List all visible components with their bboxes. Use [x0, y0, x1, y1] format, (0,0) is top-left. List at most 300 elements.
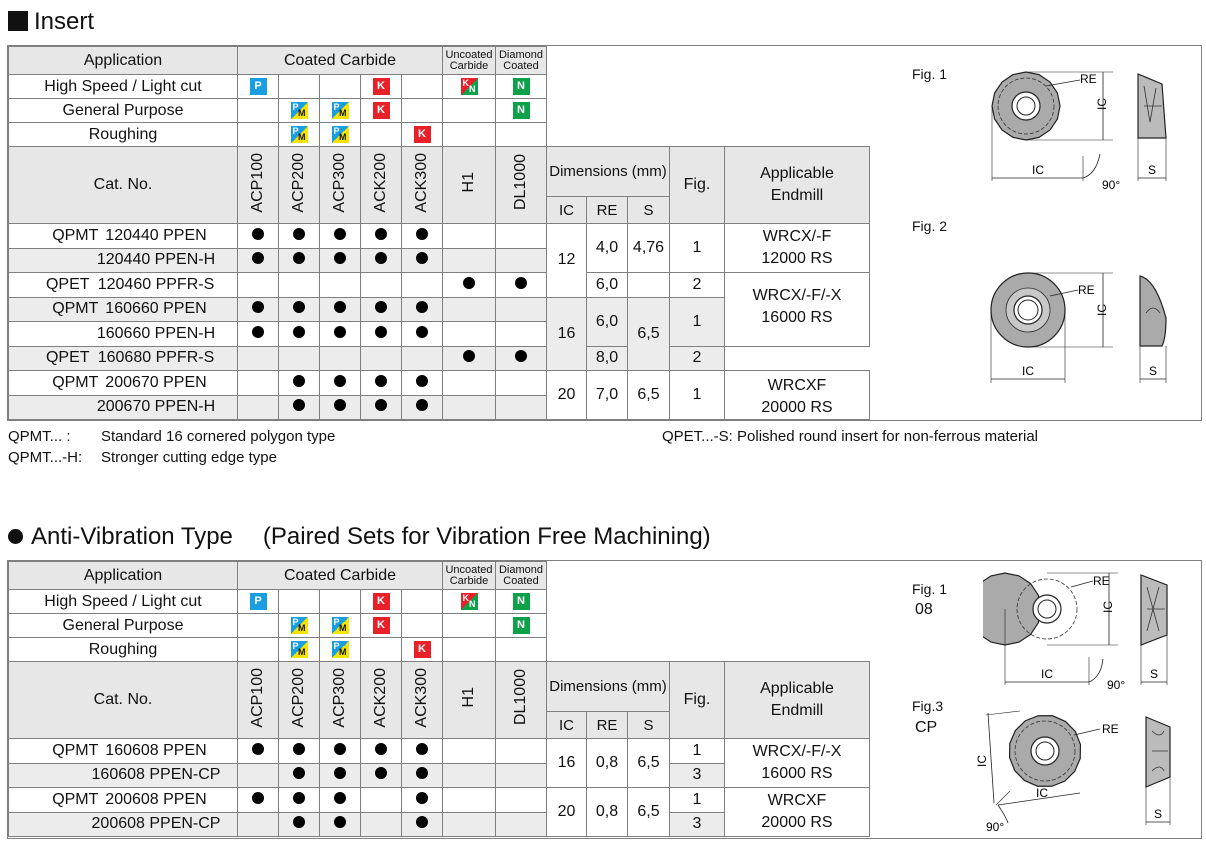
- grade-mark-cell: [238, 224, 279, 249]
- fig1-ic-label: IC: [1032, 163, 1044, 177]
- insert-row: [9, 371, 870, 396]
- available-dot-icon: [334, 743, 346, 755]
- endmill-cell: WRCX/-F/-X 16000 RS: [725, 273, 870, 347]
- badge-p-icon: P: [250, 593, 267, 610]
- grade-mark-cell: [402, 248, 443, 273]
- application-badge-cell: [496, 638, 547, 662]
- available-dot-icon: [293, 375, 305, 387]
- fig1b-re-label: RE: [1093, 574, 1110, 588]
- square-bullet-icon: [8, 11, 28, 31]
- dim-fig-cell: 3: [670, 763, 725, 788]
- fig1b-ic-label: IC: [1041, 667, 1053, 681]
- dim-s-cell: 6,5: [628, 297, 670, 371]
- application-badge-cell: [402, 75, 443, 99]
- header-application: Application: [9, 562, 238, 590]
- grade-mark-cell: [320, 346, 361, 371]
- badge-k-icon: K: [414, 641, 431, 658]
- application-badge-cell: [402, 614, 443, 638]
- grade-mark-cell: [402, 224, 443, 249]
- fig1-08-insert-drawing: [983, 567, 1193, 692]
- grade-header: ACP300: [320, 662, 361, 739]
- fig3-angle-label: 90°: [986, 820, 1005, 834]
- grade-mark-cell: [320, 371, 361, 396]
- fig1-label: Fig. 1: [912, 66, 948, 82]
- badge-n-icon: N: [513, 78, 530, 95]
- grade-mark-cell: [320, 224, 361, 249]
- application-badge-cell: [496, 99, 547, 123]
- dim-re-cell: 8,0: [587, 346, 628, 371]
- application-badge-cell: [320, 638, 361, 662]
- dim-re-cell: 7,0: [587, 371, 628, 420]
- application-badge-cell: [279, 75, 320, 99]
- grade-mark-cell: [320, 297, 361, 322]
- badge-pm-icon: P M: [292, 640, 306, 657]
- application-badge-cell: [496, 590, 547, 614]
- grade-mark-cell: [279, 739, 320, 764]
- grade-header: H1: [443, 662, 496, 739]
- application-badge-cell: [238, 590, 279, 614]
- dim-fig-cell: 2: [670, 346, 725, 371]
- fig1-insert-drawing: [978, 66, 1193, 196]
- available-dot-icon: [375, 326, 387, 338]
- available-dot-icon: [375, 767, 387, 779]
- available-dot-icon: [293, 326, 305, 338]
- application-badge-cell: [443, 99, 496, 123]
- badge-pm-icon: P M: [292, 616, 306, 633]
- insert-row: [9, 224, 870, 249]
- header-fig: Fig.: [670, 662, 725, 739]
- available-dot-icon: [334, 326, 346, 338]
- grade-mark-cell: [361, 763, 402, 788]
- available-dot-icon: [416, 743, 428, 755]
- available-dot-icon: [252, 326, 264, 338]
- grade-mark-cell: [238, 346, 279, 371]
- fig2-ic-vertical: IC: [1095, 304, 1109, 316]
- fig1-re-label: RE: [1080, 72, 1097, 86]
- application-badge-cell: [402, 123, 443, 147]
- header-fig: Fig.: [670, 147, 725, 224]
- grade-mark-cell: [279, 788, 320, 813]
- grade-mark-cell: [320, 739, 361, 764]
- endmill-cell: WRCXF 20000 RS: [725, 371, 870, 420]
- grade-mark-cell: [496, 224, 547, 249]
- grade-mark-cell: [361, 812, 402, 837]
- grade-mark-cell: [279, 273, 320, 298]
- available-dot-icon: [293, 252, 305, 264]
- fig3-cp-insert-drawing: [968, 701, 1193, 836]
- grade-mark-cell: [443, 371, 496, 396]
- grade-mark-cell: [443, 395, 496, 420]
- dim-fig-cell: 1: [670, 297, 725, 346]
- grade-mark-cell: [443, 346, 496, 371]
- grade-mark-cell: [361, 297, 402, 322]
- available-dot-icon: [293, 816, 305, 828]
- application-badge-cell: [279, 99, 320, 123]
- badge-pm-icon: P M: [333, 101, 347, 118]
- endmill-cell: WRCXF 20000 RS: [725, 788, 870, 837]
- dim-re-cell: 0,8: [587, 739, 628, 788]
- header-s: S: [628, 197, 670, 224]
- fig3-ic-label: IC: [1036, 786, 1048, 800]
- grade-mark-cell: [443, 248, 496, 273]
- grade-mark-cell: [402, 346, 443, 371]
- available-dot-icon: [252, 252, 264, 264]
- badge-k-icon: K: [373, 617, 390, 634]
- available-dot-icon: [334, 399, 346, 411]
- application-badge-cell: [443, 638, 496, 662]
- header-s: S: [628, 712, 670, 739]
- header-diamond-coated: Diamond Coated: [496, 562, 547, 590]
- badge-k-icon: K: [373, 593, 390, 610]
- application-label: General Purpose: [9, 614, 238, 638]
- section-title-anti-vibration: Anti-Vibration Type (Paired Sets for Vibration Free Machining): [8, 523, 711, 551]
- note-qpet-s: QPET...-S: Polished round insert for non-ferrous material: [662, 428, 1038, 445]
- header-uncoated-carbide: Uncoated Carbide: [443, 47, 496, 75]
- header-uncoated-carbide: Uncoated Carbide: [443, 562, 496, 590]
- application-badge-cell: [361, 614, 402, 638]
- cat-no-cell: QPMT 160660 PPEN: [9, 297, 238, 322]
- fig1-s-label: S: [1147, 163, 1157, 177]
- fig1-ic-vertical: IC: [1095, 98, 1109, 110]
- grade-mark-cell: [402, 273, 443, 298]
- grade-mark-cell: [361, 248, 402, 273]
- insert-table: [8, 46, 870, 420]
- grade-mark-cell: [279, 763, 320, 788]
- grade-header: DL1000: [496, 662, 547, 739]
- application-badge-cell: [361, 99, 402, 123]
- fig3-s-label: S: [1153, 807, 1163, 821]
- available-dot-icon: [293, 767, 305, 779]
- cat-no-cell: QPMT 200608 PPEN: [9, 788, 238, 813]
- grade-mark-cell: [279, 346, 320, 371]
- application-badge-cell: [238, 99, 279, 123]
- grade-mark-cell: [279, 395, 320, 420]
- badge-pm-icon: P M: [292, 101, 306, 118]
- circle-bullet-icon: [8, 529, 23, 544]
- application-badge-cell: [496, 614, 547, 638]
- grade-mark-cell: [361, 395, 402, 420]
- dim-re-cell: 4,0: [587, 224, 628, 273]
- insert-row: [9, 346, 870, 371]
- grade-header: H1: [443, 147, 496, 224]
- header-application: Application: [9, 47, 238, 75]
- available-dot-icon: [416, 816, 428, 828]
- fig2-re-label: RE: [1078, 283, 1095, 297]
- grade-mark-cell: [238, 395, 279, 420]
- available-dot-icon: [416, 399, 428, 411]
- fig1-label: Fig. 1: [912, 581, 948, 597]
- cat-no-cell: QPMT 200670 PPEN: [9, 371, 238, 396]
- endmill-cell: WRCX/-F 12000 RS: [725, 224, 870, 273]
- insert-row: [9, 273, 870, 298]
- available-dot-icon: [515, 277, 527, 289]
- badge-pm-icon: P M: [292, 125, 306, 142]
- grade-mark-cell: [320, 788, 361, 813]
- grade-mark-cell: [320, 273, 361, 298]
- grade-mark-cell: [496, 273, 547, 298]
- header-ic: IC: [547, 197, 587, 224]
- grade-mark-cell: [361, 788, 402, 813]
- dim-s-cell: 4,76: [628, 224, 670, 273]
- application-badge-cell: [279, 590, 320, 614]
- available-dot-icon: [293, 228, 305, 240]
- grade-mark-cell: [238, 322, 279, 347]
- grade-mark-cell: [496, 788, 547, 813]
- anti-vibration-table: [8, 561, 870, 837]
- fig3-re-label: RE: [1102, 722, 1119, 736]
- grade-mark-cell: [402, 788, 443, 813]
- badge-pm-icon: P M: [333, 616, 347, 633]
- application-label: High Speed / Light cut: [9, 75, 238, 99]
- grade-mark-cell: [279, 322, 320, 347]
- application-badge-cell: [279, 614, 320, 638]
- dim-fig-cell: 1: [670, 371, 725, 420]
- grade-mark-cell: [402, 395, 443, 420]
- grade-mark-cell: [443, 739, 496, 764]
- grade-mark-cell: [279, 297, 320, 322]
- header-cat-no: Cat. No.: [9, 662, 238, 739]
- fig2-s-label: S: [1148, 364, 1158, 378]
- grade-mark-cell: [496, 248, 547, 273]
- note-qpmt: QPMT... : Standard 16 cornered polygon type: [8, 428, 336, 445]
- anti-vibration-row: [9, 739, 870, 764]
- grade-mark-cell: [320, 812, 361, 837]
- application-badge-cell: [279, 638, 320, 662]
- badge-n-icon: N: [513, 617, 530, 634]
- application-badge-cell: [320, 123, 361, 147]
- dim-re-cell: 6,0: [587, 297, 628, 346]
- grade-mark-cell: [238, 273, 279, 298]
- grade-mark-cell: [443, 812, 496, 837]
- grade-mark-cell: [238, 297, 279, 322]
- grade-mark-cell: [443, 788, 496, 813]
- cat-no-cell: QPMT 160608 PPEN: [9, 739, 238, 764]
- grade-mark-cell: [238, 788, 279, 813]
- endmill-cell: WRCX/-F/-X 16000 RS: [725, 739, 870, 788]
- grade-mark-cell: [238, 248, 279, 273]
- grade-mark-cell: [320, 322, 361, 347]
- available-dot-icon: [334, 228, 346, 240]
- badge-k-icon: K: [373, 102, 390, 119]
- note-qpmt-h: QPMT...-H: Stronger cutting edge type: [8, 449, 277, 466]
- grade-header: ACK200: [361, 147, 402, 224]
- badge-kn-icon: K N: [462, 77, 476, 94]
- dim-fig-cell: 1: [670, 739, 725, 764]
- application-badge-cell: [320, 99, 361, 123]
- available-dot-icon: [515, 350, 527, 362]
- grade-mark-cell: [443, 273, 496, 298]
- header-ic: IC: [547, 712, 587, 739]
- available-dot-icon: [375, 252, 387, 264]
- dim-fig-cell: 1: [670, 224, 725, 273]
- application-badge-cell: [402, 638, 443, 662]
- application-badge-cell: [496, 75, 547, 99]
- available-dot-icon: [252, 228, 264, 240]
- grade-mark-cell: [496, 739, 547, 764]
- grade-mark-cell: [361, 224, 402, 249]
- application-badge-cell: [361, 75, 402, 99]
- grade-header: ACK200: [361, 662, 402, 739]
- application-label: Roughing: [9, 123, 238, 147]
- application-badge-cell: [361, 638, 402, 662]
- grade-mark-cell: [361, 739, 402, 764]
- available-dot-icon: [416, 326, 428, 338]
- dim-ic-cell: 12: [547, 224, 587, 298]
- grade-mark-cell: [238, 371, 279, 396]
- cat-no-cell: QPET 160680 PPFR-S: [9, 346, 238, 371]
- badge-pm-icon: P M: [333, 640, 347, 657]
- anti-vibration-panel: [7, 560, 1202, 839]
- cat-no-cell: QPET 120460 PPFR-S: [9, 273, 238, 298]
- available-dot-icon: [252, 792, 264, 804]
- available-dot-icon: [416, 375, 428, 387]
- grade-header: ACP100: [238, 662, 279, 739]
- grade-mark-cell: [320, 763, 361, 788]
- fig1b-angle-label: 90°: [1107, 678, 1126, 692]
- application-badge-cell: [443, 590, 496, 614]
- application-badge-cell: [320, 590, 361, 614]
- application-badge-cell: [320, 614, 361, 638]
- fig2-ic-label: IC: [1022, 364, 1034, 378]
- grade-mark-cell: [402, 371, 443, 396]
- available-dot-icon: [375, 228, 387, 240]
- dim-re-cell: 0,8: [587, 788, 628, 837]
- cat-no-cell: 200608 PPEN-CP: [9, 812, 238, 837]
- fig2-label: Fig. 2: [912, 218, 948, 234]
- available-dot-icon: [416, 252, 428, 264]
- available-dot-icon: [334, 816, 346, 828]
- grade-mark-cell: [279, 248, 320, 273]
- grade-mark-cell: [320, 395, 361, 420]
- header-diamond-coated: Diamond Coated: [496, 47, 547, 75]
- dim-s-cell: 6,5: [628, 371, 670, 420]
- available-dot-icon: [416, 767, 428, 779]
- fig1b-s-label: S: [1149, 667, 1159, 681]
- available-dot-icon: [334, 767, 346, 779]
- application-badge-cell: [443, 75, 496, 99]
- available-dot-icon: [293, 399, 305, 411]
- fig3-ic-vertical: IC: [975, 755, 989, 767]
- dim-ic-cell: 20: [547, 371, 587, 420]
- grade-mark-cell: [443, 322, 496, 347]
- grade-mark-cell: [496, 297, 547, 322]
- grade-mark-cell: [443, 224, 496, 249]
- available-dot-icon: [334, 792, 346, 804]
- grade-mark-cell: [443, 297, 496, 322]
- grade-mark-cell: [496, 812, 547, 837]
- header-dimensions: Dimensions (mm): [547, 147, 670, 197]
- dim-ic-cell: 16: [547, 739, 587, 788]
- cat-no-cell: 160660 PPEN-H: [9, 322, 238, 347]
- application-badge-cell: [402, 99, 443, 123]
- section-title-insert: Insert: [8, 8, 94, 36]
- dim-fig-cell: 2: [670, 273, 725, 298]
- anti-vibration-row: [9, 788, 870, 813]
- available-dot-icon: [416, 301, 428, 313]
- application-label: High Speed / Light cut: [9, 590, 238, 614]
- header-cat-no: Cat. No.: [9, 147, 238, 224]
- fig1b-ic-vertical: IC: [1101, 601, 1115, 613]
- grade-mark-cell: [402, 739, 443, 764]
- dim-s-cell: 6,5: [628, 739, 670, 788]
- grade-mark-cell: [496, 371, 547, 396]
- grade-mark-cell: [279, 812, 320, 837]
- application-badge-cell: [361, 590, 402, 614]
- cat-no-cell: 200670 PPEN-H: [9, 395, 238, 420]
- grade-header: ACP300: [320, 147, 361, 224]
- fig1-sub-label: 08: [915, 601, 933, 618]
- application-badge-cell: [496, 123, 547, 147]
- fig1-angle-label: 90°: [1102, 178, 1121, 192]
- grade-mark-cell: [279, 224, 320, 249]
- available-dot-icon: [375, 301, 387, 313]
- header-re: RE: [587, 712, 628, 739]
- insert-panel: [7, 45, 1202, 421]
- available-dot-icon: [293, 792, 305, 804]
- cat-no-cell: QPMT 120440 PPEN: [9, 224, 238, 249]
- application-label: General Purpose: [9, 99, 238, 123]
- grade-mark-cell: [496, 395, 547, 420]
- grade-mark-cell: [238, 812, 279, 837]
- grade-header: ACK300: [402, 147, 443, 224]
- fig3-sub-label: CP: [915, 719, 938, 736]
- badge-p-icon: P: [250, 78, 267, 95]
- grade-mark-cell: [361, 371, 402, 396]
- grade-header: ACK300: [402, 662, 443, 739]
- available-dot-icon: [375, 399, 387, 411]
- grade-mark-cell: [361, 322, 402, 347]
- grade-mark-cell: [402, 812, 443, 837]
- application-badge-cell: [443, 123, 496, 147]
- dim-s-cell: 6,5: [628, 788, 670, 837]
- available-dot-icon: [252, 301, 264, 313]
- header-re: RE: [587, 197, 628, 224]
- header-applicable-endmill: Applicable Endmill: [725, 147, 870, 224]
- badge-n-icon: N: [513, 593, 530, 610]
- available-dot-icon: [334, 252, 346, 264]
- application-label: Roughing: [9, 638, 238, 662]
- available-dot-icon: [375, 375, 387, 387]
- grade-mark-cell: [443, 763, 496, 788]
- grade-header: ACP200: [279, 662, 320, 739]
- header-dimensions: Dimensions (mm): [547, 662, 670, 712]
- application-badge-cell: [238, 123, 279, 147]
- grade-mark-cell: [402, 322, 443, 347]
- grade-mark-cell: [238, 739, 279, 764]
- grade-mark-cell: [402, 763, 443, 788]
- grade-mark-cell: [496, 763, 547, 788]
- fig3-label: Fig.3: [912, 698, 944, 714]
- grade-mark-cell: [238, 763, 279, 788]
- header-coated-carbide: Coated Carbide: [238, 562, 443, 590]
- available-dot-icon: [334, 375, 346, 387]
- badge-pm-icon: P M: [333, 125, 347, 142]
- grade-mark-cell: [361, 273, 402, 298]
- dim-fig-cell: 3: [670, 812, 725, 837]
- available-dot-icon: [252, 743, 264, 755]
- dim-fig-cell: 1: [670, 788, 725, 813]
- grade-mark-cell: [496, 346, 547, 371]
- badge-k-icon: K: [373, 78, 390, 95]
- header-applicable-endmill: Applicable Endmill: [725, 662, 870, 739]
- grade-header: DL1000: [496, 147, 547, 224]
- application-badge-cell: [320, 75, 361, 99]
- application-badge-cell: [238, 75, 279, 99]
- application-badge-cell: [238, 638, 279, 662]
- available-dot-icon: [416, 792, 428, 804]
- cat-no-cell: 160608 PPEN-CP: [9, 763, 238, 788]
- application-badge-cell: [361, 123, 402, 147]
